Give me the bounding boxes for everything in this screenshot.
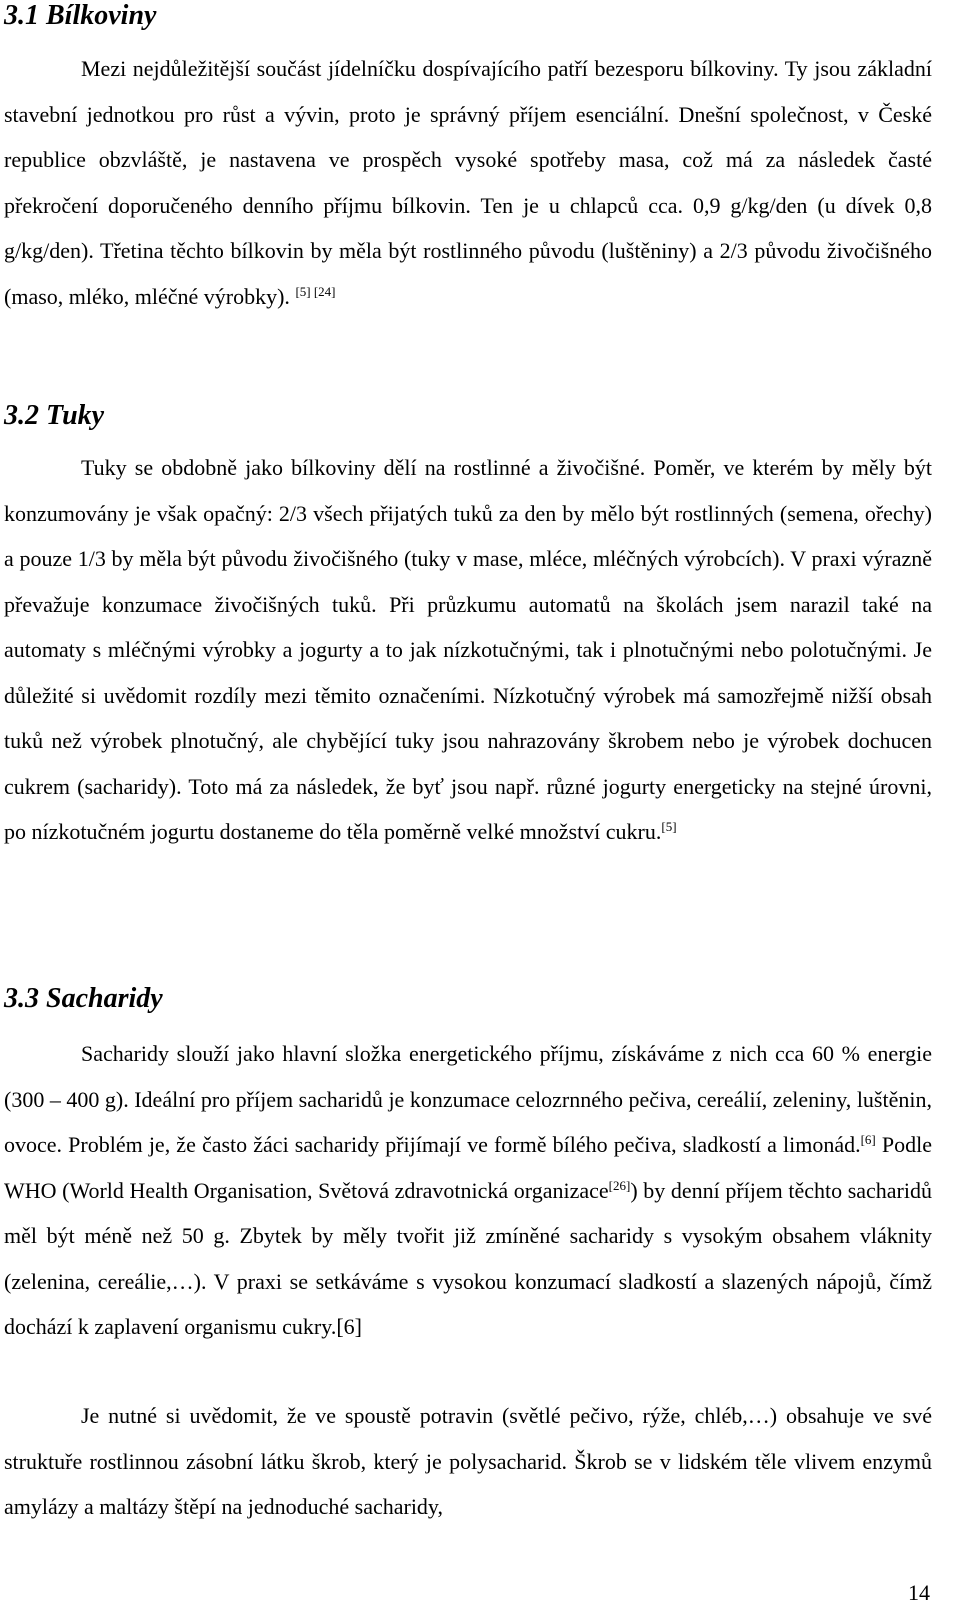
section-heading-bilkoviny: 3.1 Bílkoviny [4, 0, 157, 31]
section-heading-tuky: 3.2 Tuky [4, 400, 105, 431]
paragraph-sacharidy-1 [4, 1031, 932, 1350]
paragraph-text: Mezi nejdůležitější součást jídelníčku dospívajícího patří bezesporu bílkoviny. Ty jsou základní stavební jednotkou pro růst a vývin, proto je správný příjem esenciální. Dnešní společnost, v České republice obzvláště, je nastavena ve prospěch vysoké spotřeby masa, což má za následek časté překročení doporučeného denního příjmu bílkovin. Ten je u chlapců cca. 0,9 g/kg/den (u dívek 0,8 g/kg/den). Třetina těchto bílkovin by měla být rostlinného původu (luštěniny) a 2/3 původu živočišného (maso, mléko, mléčné výrobky). [4, 56, 932, 309]
paragraph-tuky [4, 445, 932, 855]
page-number: 14 [908, 1580, 930, 1605]
paragraph-text: Tuky se obdobně jako bílkoviny dělí na rostlinné a živočišné. Poměr, ve kterém by měly být konzumovány je však opačný: 2/3 všech přijatých tuků za den by mělo být rostlinných (semena, ořechy) a pouze 1/3 by měla být původu živočišného (tuky v mase, mléce, mléčných výrobcích). V praxi výrazně převažuje konzumace živočišných tuků. Při průzkumu automatů na školách jsem narazil také na automaty s mléčnými výrobky a jogurty a to jak nízkotučnými, tak i plnotučnými nebo polotučnými. Je důležité si uvědomit rozdíly mezi těmito označeními. Nízkotučný výrobek má samozřejmě nižší obsah tuků než výrobek plnotučný, ale chybějící tuky jsou nahrazovány škrobem nebo je výrobek dochucen cukrem (sacharidy). Toto má za následek, že byť jsou např. různé jogurty energeticky na stejné úrovni, po nízkotučném jogurtu dostaneme do těla poměrně velké množství cukru. [4, 455, 932, 844]
paragraph-text: ) by denní příjem těchto sacharidů měl být méně než 50 g. Zbytek by měly tvořit již zmíněné sacharidy s vysokým obsahem vláknity (zelenina, cereálie,…). V praxi se setkáváme s vysokou konzumací sladkostí a slazených nápojů, čímž dochází k zaplavení organismu cukry.[6] [4, 1177, 932, 1339]
citation: [6] [860, 1132, 876, 1147]
paragraph-sacharidy-2: Je nutné si uvědomit, že ve spoustě potravin (světlé pečivo, rýže, chléb,…) obsahuje ve své struktuře rostlinnou zásobní látku škrob, který je polysacharid. Škrob se v lidském těle vlivem enzymů amylázy a maltázy štěpí na jednoduché sacharidy, [4, 1403, 932, 1519]
citation: [5] [24] [295, 283, 336, 299]
paragraph-bilkoviny [4, 46, 932, 319]
citation: [5] [661, 819, 677, 834]
paragraph-text: Podle WHO (World Health Organisation, Světová zdravotnická organizace [4, 1132, 932, 1203]
paragraph-text: Sacharidy slouží jako hlavní složka energetického příjmu, získáváme z nich cca 60 % energie (300 – 400 g). Ideální pro příjem sacharidů je konzumace celozrnného pečiva, cereálií, zeleniny, luštěnin, ovoce. Problém je, že často žáci sacharidy přijímají ve formě bílého pečiva, sladkostí a limonád. [4, 1041, 932, 1157]
section-heading-sacharidy: 3.3 Sacharidy [4, 983, 163, 1014]
citation: [26] [608, 1177, 631, 1193]
